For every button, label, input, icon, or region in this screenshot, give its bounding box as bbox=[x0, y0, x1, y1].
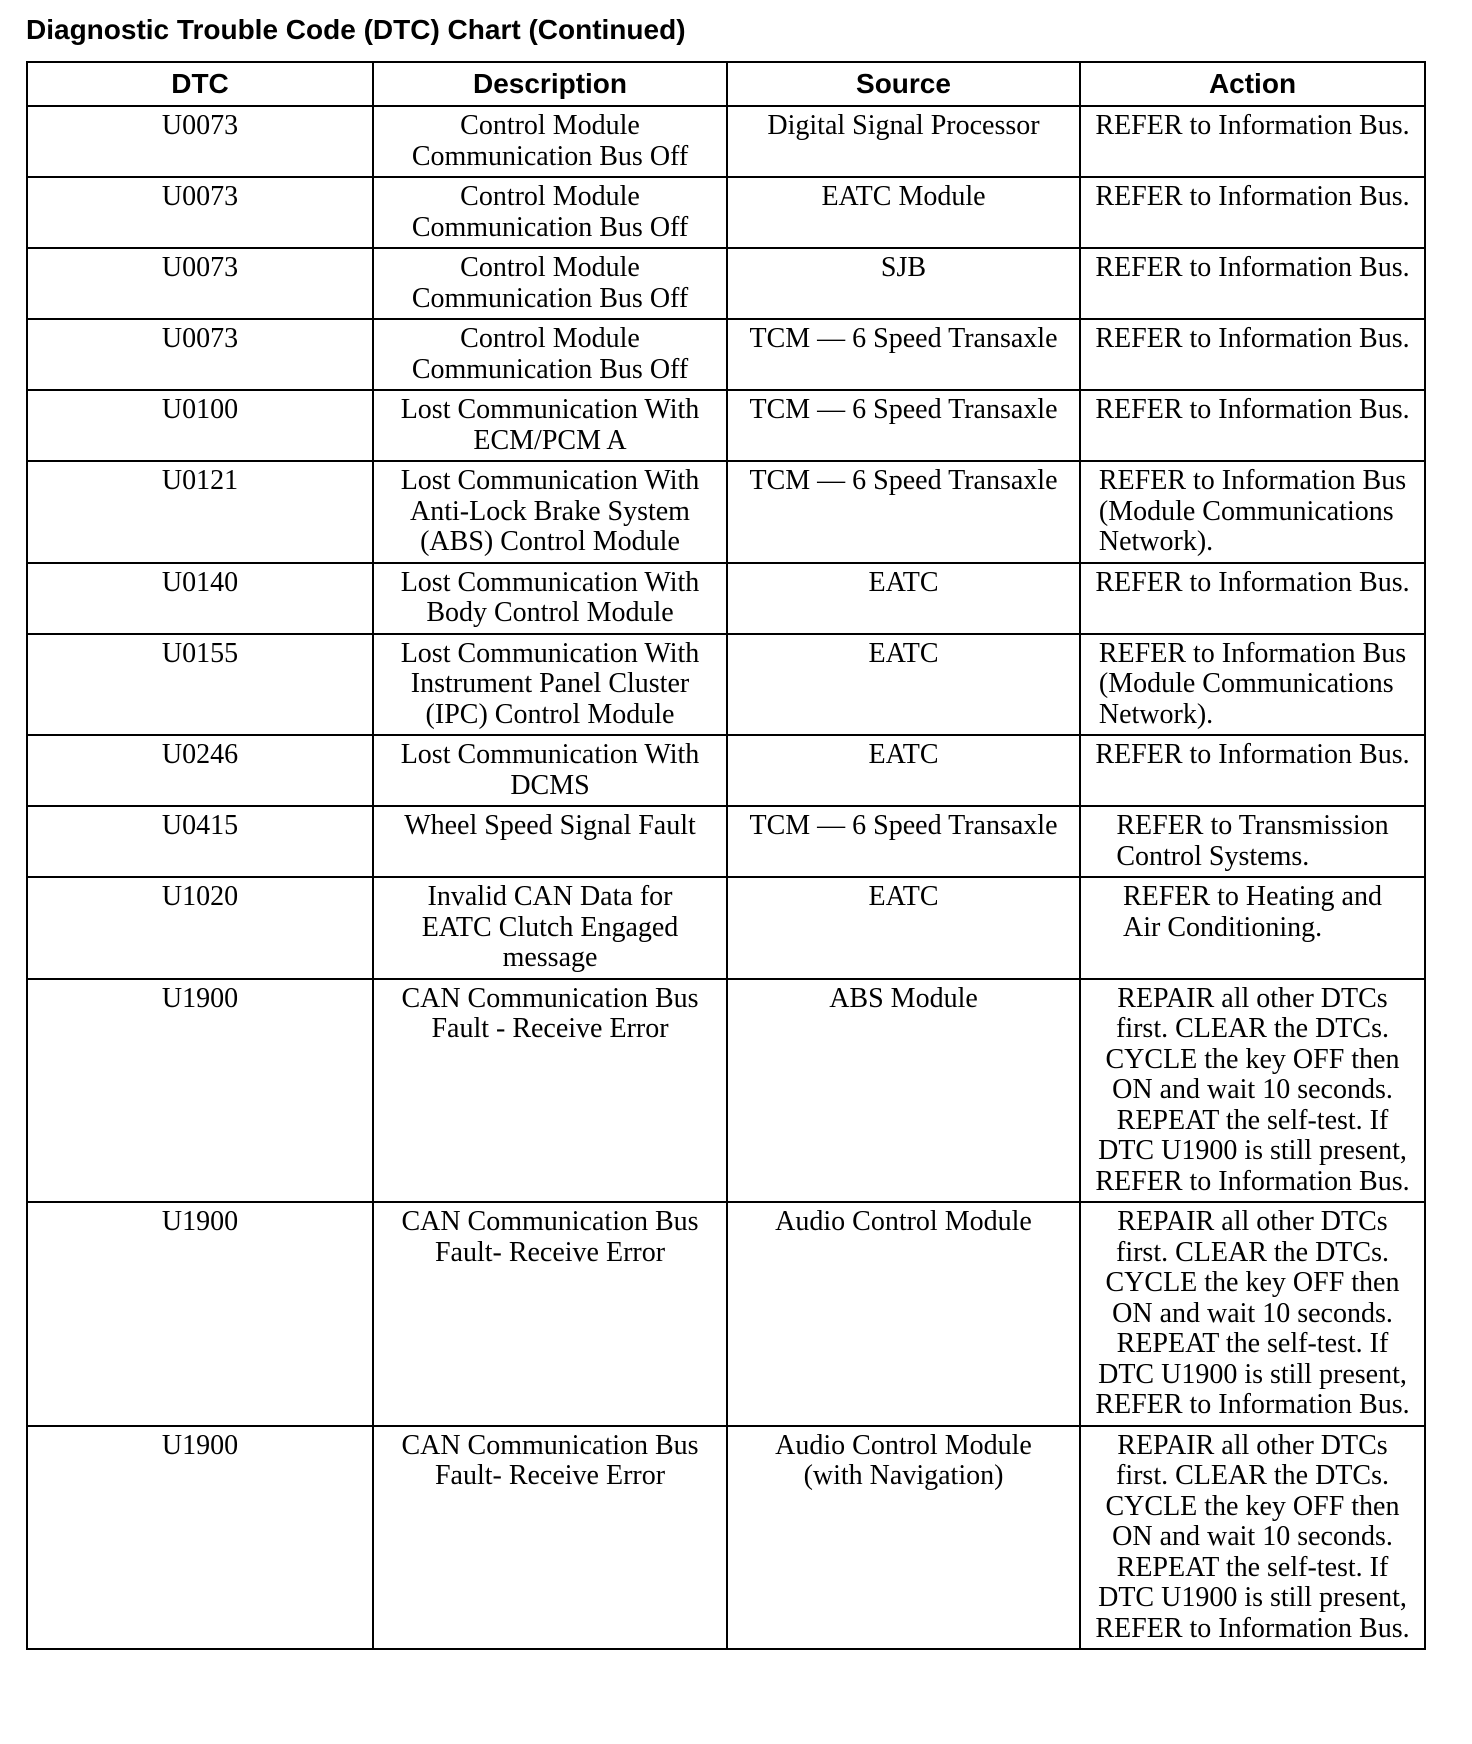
cell-description-line: CAN Communication Bus bbox=[401, 1429, 699, 1461]
cell-description bbox=[373, 979, 727, 1203]
table-row bbox=[27, 319, 1425, 390]
cell-description bbox=[373, 248, 727, 319]
cell-source-line: TCM — 6 Speed Transaxle bbox=[749, 323, 1058, 354]
cell-action bbox=[1080, 979, 1425, 1203]
cell-action bbox=[1080, 106, 1425, 177]
cell-action-line: REPEAT the self-test. If bbox=[1116, 1551, 1389, 1583]
cell-action-block bbox=[1116, 811, 1388, 872]
cell-action-line: REFER to Information Bus. bbox=[1095, 110, 1410, 141]
cell-description-line: Anti-Lock Brake System bbox=[410, 495, 690, 527]
table-row bbox=[27, 735, 1425, 806]
cell-source-line: SJB bbox=[880, 252, 927, 283]
cell-description bbox=[373, 390, 727, 461]
cell-action-line: REFER to Information Bus. bbox=[1095, 739, 1410, 770]
cell-description-line: Communication Bus Off bbox=[411, 211, 689, 243]
cell-action-line: REFER to Information Bus. bbox=[1095, 323, 1410, 354]
cell-action-line: REFER to Information Bus. bbox=[1095, 1165, 1410, 1197]
cell-action bbox=[1080, 1202, 1425, 1426]
cell-action-line: REFER to Transmission bbox=[1116, 810, 1389, 841]
table-row bbox=[27, 106, 1425, 177]
cell-dtc: U1900 bbox=[27, 1426, 373, 1650]
cell-action bbox=[1080, 735, 1425, 806]
cell-action-line: REFER to Information Bus. bbox=[1095, 394, 1410, 425]
cell-action-line: CYCLE the key OFF then bbox=[1105, 1490, 1400, 1522]
cell-action-line: Network). bbox=[1098, 526, 1214, 557]
cell-source-line: EATC Module bbox=[821, 181, 986, 212]
dtc-table bbox=[26, 61, 1426, 1650]
cell-description-line: ECM/PCM A bbox=[473, 424, 627, 456]
cell-action-line: Control Systems. bbox=[1116, 840, 1310, 872]
cell-source-line: EATC bbox=[868, 637, 939, 669]
cell-dtc: U0073 bbox=[27, 177, 373, 248]
table-row bbox=[27, 248, 1425, 319]
cell-action-line: first. CLEAR the DTCs. bbox=[1116, 1013, 1389, 1044]
cell-description-line: Communication Bus Off bbox=[411, 353, 689, 385]
table-row bbox=[27, 806, 1425, 877]
column-header-description: Description bbox=[373, 62, 727, 106]
cell-description-line: CAN Communication Bus bbox=[401, 982, 699, 1014]
cell-description-line: Fault - Receive Error bbox=[431, 1013, 669, 1044]
cell-description bbox=[373, 634, 727, 736]
table-row bbox=[27, 461, 1425, 563]
cell-description-line: CAN Communication Bus bbox=[401, 1206, 699, 1237]
column-header-source: Source bbox=[727, 62, 1080, 106]
cell-dtc: U0073 bbox=[27, 319, 373, 390]
cell-source bbox=[727, 461, 1080, 563]
cell-dtc: U0415 bbox=[27, 806, 373, 877]
table-row bbox=[27, 877, 1425, 979]
cell-description bbox=[373, 177, 727, 248]
cell-description-line: Fault- Receive Error bbox=[434, 1236, 666, 1268]
cell-description-line: Control Module bbox=[460, 252, 640, 283]
cell-description-line: EATC Clutch Engaged bbox=[421, 911, 679, 943]
cell-action-line: DTC U1900 is still present, bbox=[1098, 1135, 1407, 1166]
cell-dtc: U0140 bbox=[27, 563, 373, 634]
cell-action-line: DTC U1900 is still present, bbox=[1098, 1582, 1407, 1613]
cell-source-line: EATC bbox=[868, 739, 939, 770]
cell-source bbox=[727, 1202, 1080, 1426]
cell-description-line: DCMS bbox=[510, 769, 590, 801]
cell-description-line: Fault- Receive Error bbox=[434, 1460, 666, 1491]
cell-action bbox=[1080, 634, 1425, 736]
cell-description-line: Control Module bbox=[460, 181, 640, 212]
cell-source bbox=[727, 248, 1080, 319]
cell-action-line: Air Conditioning. bbox=[1123, 911, 1323, 943]
cell-description bbox=[373, 1426, 727, 1650]
cell-action bbox=[1080, 877, 1425, 979]
cell-action-line: Network). bbox=[1098, 698, 1214, 730]
cell-action bbox=[1080, 177, 1425, 248]
cell-description-line: Control Module bbox=[460, 323, 640, 354]
column-header-dtc: DTC bbox=[27, 62, 373, 106]
cell-source bbox=[727, 177, 1080, 248]
cell-action-line: (Module Communications bbox=[1098, 668, 1394, 699]
table-row bbox=[27, 390, 1425, 461]
cell-description-line: Communication Bus Off bbox=[411, 282, 689, 314]
cell-action-line: REPEAT the self-test. If bbox=[1116, 1328, 1389, 1359]
cell-source bbox=[727, 634, 1080, 736]
cell-dtc: U1020 bbox=[27, 877, 373, 979]
table-body bbox=[27, 106, 1425, 1649]
table-row bbox=[27, 177, 1425, 248]
cell-action-line: DTC U1900 is still present, bbox=[1098, 1358, 1407, 1390]
cell-description-line: Lost Communication With bbox=[400, 465, 700, 496]
cell-source-line: TCM — 6 Speed Transaxle bbox=[749, 465, 1058, 496]
cell-action bbox=[1080, 248, 1425, 319]
cell-source bbox=[727, 806, 1080, 877]
cell-source-line: EATC bbox=[868, 566, 939, 598]
cell-description bbox=[373, 461, 727, 563]
cell-source-line: TCM — 6 Speed Transaxle bbox=[749, 394, 1058, 425]
cell-action-line: REFER to Information Bus. bbox=[1095, 1389, 1410, 1420]
cell-action-line: REPAIR all other DTCs bbox=[1117, 1206, 1388, 1237]
cell-source-line: TCM — 6 Speed Transaxle bbox=[749, 810, 1058, 841]
cell-action-block bbox=[1099, 466, 1406, 558]
cell-action-line: ON and wait 10 seconds. bbox=[1112, 1521, 1393, 1552]
cell-description bbox=[373, 877, 727, 979]
cell-action bbox=[1080, 806, 1425, 877]
cell-description-line: Body Control Module bbox=[426, 597, 674, 628]
cell-description-line: Control Module bbox=[460, 110, 640, 141]
cell-dtc: U0073 bbox=[27, 106, 373, 177]
cell-source-line: Digital Signal Processor bbox=[767, 110, 1040, 141]
cell-description bbox=[373, 735, 727, 806]
cell-action-line: REFER to Information Bus. bbox=[1095, 566, 1410, 598]
cell-action-line: REFER to Information Bus. bbox=[1095, 252, 1410, 283]
cell-description bbox=[373, 806, 727, 877]
cell-source bbox=[727, 106, 1080, 177]
cell-action-block bbox=[1099, 639, 1406, 731]
cell-source bbox=[727, 979, 1080, 1203]
cell-dtc: U0100 bbox=[27, 390, 373, 461]
cell-description-line: Lost Communication With bbox=[400, 394, 700, 425]
cell-description-line: (ABS) Control Module bbox=[420, 526, 680, 557]
cell-action-line: ON and wait 10 seconds. bbox=[1112, 1297, 1393, 1329]
cell-action-line: ON and wait 10 seconds. bbox=[1112, 1074, 1393, 1105]
cell-dtc: U0073 bbox=[27, 248, 373, 319]
cell-action-line: first. CLEAR the DTCs. bbox=[1116, 1460, 1389, 1491]
cell-description-line: Wheel Speed Signal Fault bbox=[404, 810, 696, 841]
cell-description-line: Lost Communication With bbox=[400, 566, 700, 598]
cell-description bbox=[373, 106, 727, 177]
cell-action-line: REFER to Information Bus bbox=[1098, 637, 1407, 669]
page-title: Diagnostic Trouble Code (DTC) Chart (Continued) bbox=[26, 14, 686, 45]
table-row bbox=[27, 979, 1425, 1203]
table-row bbox=[27, 563, 1425, 634]
cell-description-line: (IPC) Control Module bbox=[425, 698, 675, 730]
cell-action-line: (Module Communications bbox=[1098, 495, 1394, 527]
cell-dtc: U1900 bbox=[27, 979, 373, 1203]
cell-dtc: U0155 bbox=[27, 634, 373, 736]
cell-description-line: Communication Bus Off bbox=[411, 140, 689, 172]
cell-source bbox=[727, 390, 1080, 461]
table-header bbox=[27, 62, 1425, 106]
table-row bbox=[27, 1426, 1425, 1650]
cell-action-line: REPAIR all other DTCs bbox=[1117, 982, 1388, 1014]
cell-action-line: CYCLE the key OFF then bbox=[1105, 1043, 1400, 1075]
table-row bbox=[27, 634, 1425, 736]
cell-dtc: U0121 bbox=[27, 461, 373, 563]
cell-source bbox=[727, 877, 1080, 979]
header-row bbox=[27, 62, 1425, 106]
cell-action-block bbox=[1123, 882, 1382, 943]
cell-action-line: CYCLE the key OFF then bbox=[1105, 1267, 1400, 1298]
cell-action-line: REPAIR all other DTCs bbox=[1117, 1429, 1388, 1461]
cell-source-line: ABS Module bbox=[829, 982, 978, 1014]
cell-action-line: REFER to Information Bus bbox=[1098, 465, 1407, 496]
cell-description-line: Instrument Panel Cluster bbox=[410, 668, 690, 699]
cell-action bbox=[1080, 461, 1425, 563]
cell-dtc: U0246 bbox=[27, 735, 373, 806]
cell-description-line: Lost Communication With bbox=[400, 739, 700, 770]
cell-description bbox=[373, 1202, 727, 1426]
cell-action bbox=[1080, 1426, 1425, 1650]
cell-description-line: Invalid CAN Data for bbox=[427, 881, 673, 912]
cell-action-line: first. CLEAR the DTCs. bbox=[1116, 1236, 1389, 1268]
cell-source bbox=[727, 319, 1080, 390]
cell-source-line: EATC bbox=[868, 881, 939, 912]
cell-action-line: REFER to Heating and bbox=[1123, 881, 1382, 912]
table-row bbox=[27, 1202, 1425, 1426]
cell-description bbox=[373, 319, 727, 390]
column-header-action: Action bbox=[1080, 62, 1425, 106]
cell-source bbox=[727, 1426, 1080, 1650]
cell-description bbox=[373, 563, 727, 634]
cell-action bbox=[1080, 319, 1425, 390]
cell-source bbox=[727, 735, 1080, 806]
cell-description-line: Lost Communication With bbox=[400, 637, 700, 669]
cell-source-line: (with Navigation) bbox=[803, 1460, 1004, 1491]
cell-action-line: REFER to Information Bus. bbox=[1095, 1612, 1410, 1644]
cell-action-line: REPEAT the self-test. If bbox=[1116, 1104, 1389, 1136]
cell-action-line: REFER to Information Bus. bbox=[1095, 181, 1410, 212]
cell-action bbox=[1080, 563, 1425, 634]
cell-source bbox=[727, 563, 1080, 634]
cell-source-line: Audio Control Module bbox=[775, 1206, 1032, 1237]
cell-dtc: U1900 bbox=[27, 1202, 373, 1426]
cell-action bbox=[1080, 390, 1425, 461]
cell-source-line: Audio Control Module bbox=[775, 1429, 1032, 1461]
cell-description-line: message bbox=[502, 942, 598, 973]
